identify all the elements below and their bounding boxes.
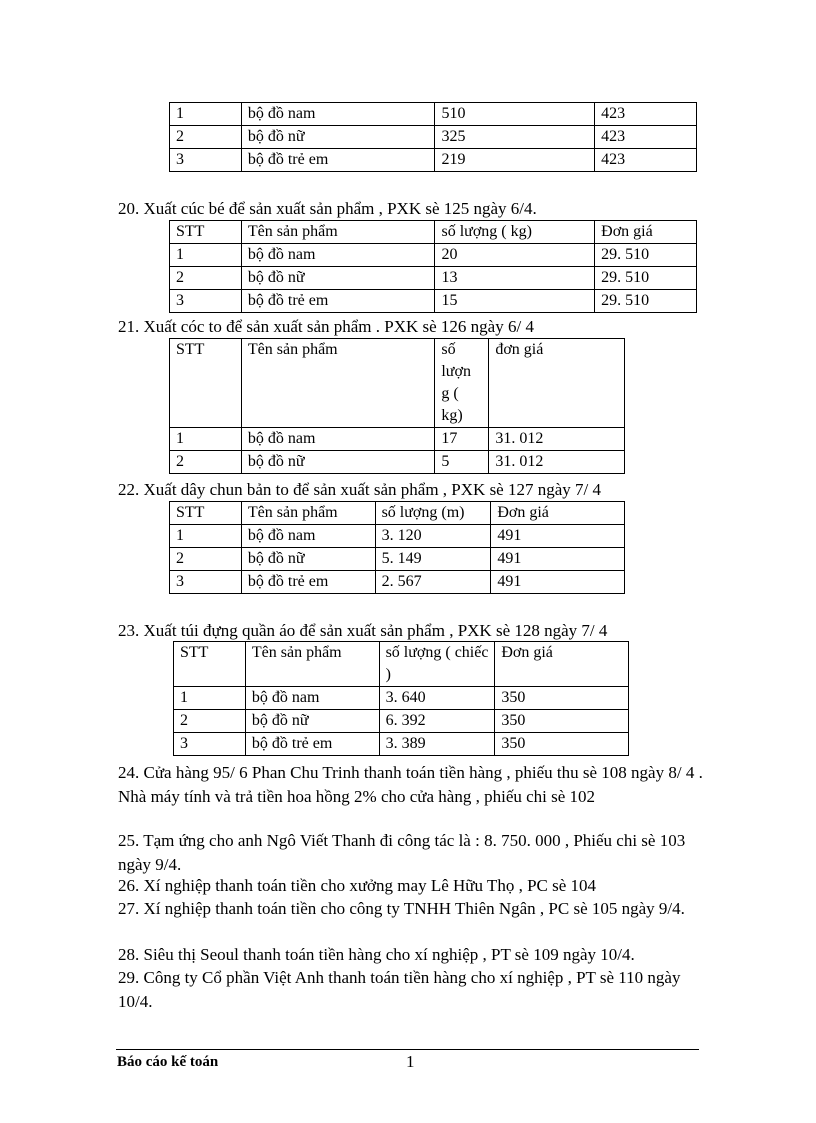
item-29-paragraph: 29. Công ty Cổ phần Việt Anh thanh toán tiền hàng cho xí nghiệp , PT sè 110 ngày 10/4. (118, 968, 681, 1011)
table-row (170, 267, 697, 290)
table-cell: 2 (170, 126, 242, 149)
table-row (170, 428, 625, 451)
table-header-cell: Đơn giá (491, 502, 625, 525)
table-row (174, 710, 629, 733)
item-27-paragraph: 27. Xí nghiệp thanh toán tiền cho công ty TNHH Thiên Ngân , PC sè 105 ngày 9/4. (118, 899, 685, 918)
table-cell: 350 (495, 687, 629, 710)
table-cell: 29. 510 (595, 244, 697, 267)
table-cell: 423 (595, 126, 697, 149)
table-item-19 (169, 102, 697, 172)
table-cell: 1 (170, 525, 242, 548)
table-cell: bộ đồ nam (245, 687, 379, 710)
table-header-cell: số lượn g ( kg) (435, 339, 489, 428)
table-cell: 491 (491, 548, 625, 571)
table-item-22 (169, 501, 625, 594)
table-cell: 31. 012 (489, 428, 625, 451)
table-cell: 325 (435, 126, 595, 149)
table-cell: bộ đồ nữ (241, 126, 435, 149)
table-header-row (170, 339, 625, 428)
table-item-21 (169, 338, 625, 474)
table-cell: 219 (435, 149, 595, 172)
table-cell: 491 (491, 525, 625, 548)
table-cell: 3 (174, 733, 246, 756)
table-cell: 31. 012 (489, 451, 625, 474)
table-cell: 3. 120 (375, 525, 491, 548)
item-25-paragraph: 25. Tạm ứng cho anh Ngô Viết Thanh đi công tác là : 8. 750. 000 , Phiếu chi sè 103 ngày 9/4. (118, 831, 686, 874)
table-cell: bộ đồ trẻ em (241, 290, 435, 313)
table-header-cell: STT (174, 642, 246, 687)
table-cell: bộ đồ trẻ em (241, 149, 435, 172)
table-cell: 3 (170, 290, 242, 313)
table-cell: 1 (170, 103, 242, 126)
table-cell: 1 (170, 428, 242, 451)
table-header-cell: STT (170, 502, 242, 525)
table-header-cell: STT (170, 221, 242, 244)
table-header-row (174, 642, 629, 687)
table-header-cell: Tên sản phẩm (241, 221, 435, 244)
table-row (170, 548, 625, 571)
table-cell: 2 (170, 451, 242, 474)
table-cell: bộ đồ trẻ em (241, 571, 375, 594)
table-cell: 2 (170, 548, 242, 571)
table-row (170, 571, 625, 594)
item-24-paragraph: 24. Cửa hàng 95/ 6 Phan Chu Trinh thanh toán tiền hàng , phiếu thu sè 108 ngày 8/ 4 . Nhà máy tính và trả tiền hoa hồng 2% cho cửa hàng , phiếu chi sè 102 (118, 763, 703, 806)
table-row (170, 126, 697, 149)
table-cell: 29. 510 (595, 290, 697, 313)
item-28-paragraph: 28. Siêu thị Seoul thanh toán tiền hàng cho xí nghiệp , PT sè 109 ngày 10/4. (118, 945, 635, 964)
table-cell: 3. 389 (379, 733, 495, 756)
table-cell: bộ đồ nam (241, 428, 434, 451)
table-cell: bộ đồ trẻ em (245, 733, 379, 756)
table-cell: bộ đồ nữ (241, 267, 435, 290)
table-cell: 2 (174, 710, 246, 733)
table-header-cell: Đơn giá (495, 642, 629, 687)
table-cell: 17 (435, 428, 489, 451)
table-row (170, 525, 625, 548)
table-cell: 2 (170, 267, 242, 290)
table-cell: 510 (435, 103, 595, 126)
table-header-cell: số lượng (m) (375, 502, 491, 525)
table-cell: bộ đồ nữ (245, 710, 379, 733)
table-cell: 13 (435, 267, 595, 290)
footer-rule (116, 1049, 699, 1050)
table-header-cell: Tên sản phẩm (241, 339, 434, 428)
table-header-cell: đơn giá (489, 339, 625, 428)
item-26-paragraph: 26. Xí nghiệp thanh toán tiền cho xưởng may Lê Hữu Thọ , PC sè 104 (118, 876, 597, 895)
table-cell: bộ đồ nữ (241, 451, 434, 474)
table-header-cell: Tên sản phẩm (241, 502, 375, 525)
table-cell: 491 (491, 571, 625, 594)
table-cell: 1 (170, 244, 242, 267)
page-number: 1 (406, 1052, 415, 1071)
table-cell: bộ đồ nam (241, 103, 435, 126)
table-header-cell: số lượng ( kg) (435, 221, 595, 244)
table-item-20 (169, 220, 697, 313)
table-header-cell: Tên sản phẩm (245, 642, 379, 687)
table-header-cell: Đơn giá (595, 221, 697, 244)
table-row (170, 451, 625, 474)
table-row (170, 103, 697, 126)
table-cell: 20 (435, 244, 595, 267)
table-cell: 350 (495, 733, 629, 756)
item-21-text: 21. Xuất cóc to để sản xuất sản phẩm . PXK sè 126 ngày 6/ 4 (118, 317, 534, 336)
table-cell: 5 (435, 451, 489, 474)
table-header-cell: số lượng ( chiếc ) (379, 642, 495, 687)
table-cell: 3. 640 (379, 687, 495, 710)
table-cell: bộ đồ nam (241, 525, 375, 548)
table-cell: 15 (435, 290, 595, 313)
table-row (170, 290, 697, 313)
table-cell: 423 (595, 149, 697, 172)
table-cell: 350 (495, 710, 629, 733)
table-header-row (170, 221, 697, 244)
table-cell: 5. 149 (375, 548, 491, 571)
table-cell: 29. 510 (595, 267, 697, 290)
table-cell: bộ đồ nữ (241, 548, 375, 571)
table-row (170, 244, 697, 267)
table-header-cell: STT (170, 339, 242, 428)
table-cell: 3 (170, 149, 242, 172)
item-23-text: 23. Xuất túi đựng quần áo để sản xuất sản phẩm , PXK sè 128 ngày 7/ 4 (118, 621, 608, 640)
table-cell: 423 (595, 103, 697, 126)
table-item-23 (173, 641, 629, 756)
table-row (174, 733, 629, 756)
table-row (174, 687, 629, 710)
item-20-text: 20. Xuất cúc bé để sản xuất sản phẩm , PXK sè 125 ngày 6/4. (118, 199, 537, 218)
table-cell: bộ đồ nam (241, 244, 435, 267)
item-22-text: 22. Xuất dây chun bản to để sản xuất sản phẩm , PXK sè 127 ngày 7/ 4 (118, 480, 601, 499)
table-cell: 6. 392 (379, 710, 495, 733)
table-header-row (170, 502, 625, 525)
table-row (170, 149, 697, 172)
footer-title: Báo cáo kế toán (117, 1054, 219, 1070)
table-cell: 3 (170, 571, 242, 594)
table-cell: 2. 567 (375, 571, 491, 594)
table-cell: 1 (174, 687, 246, 710)
